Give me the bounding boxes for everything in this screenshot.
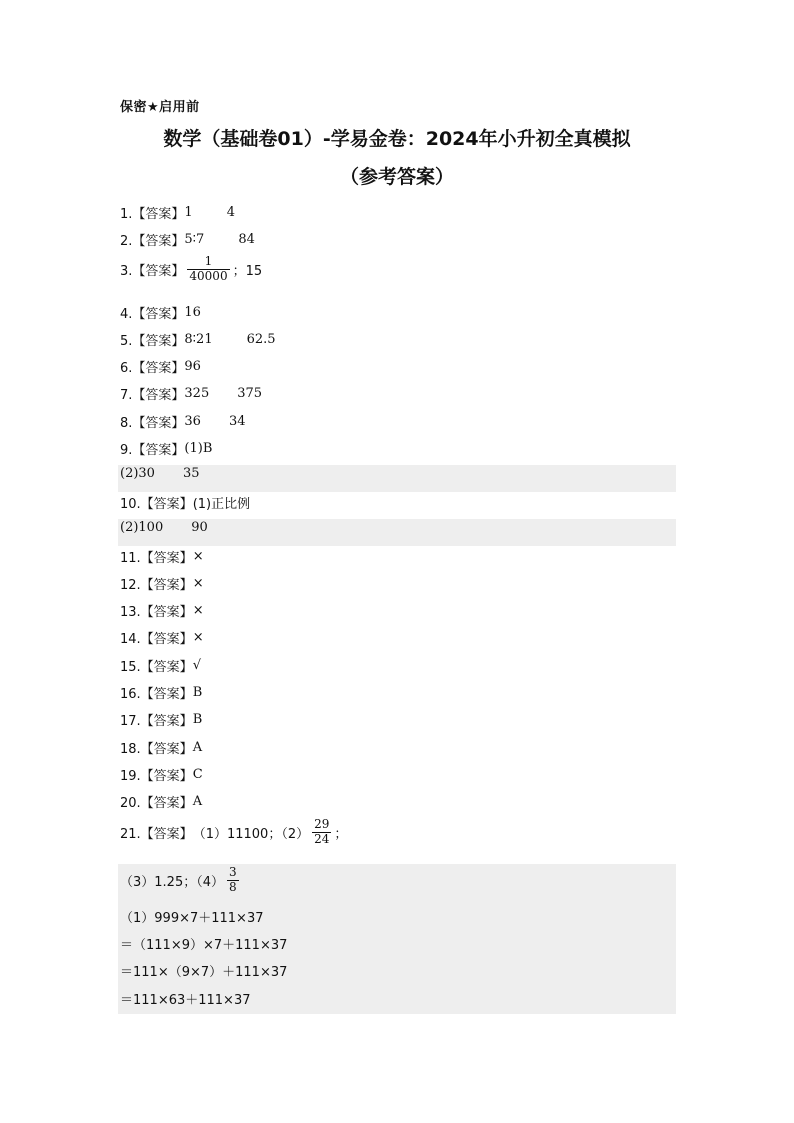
answer-value: ； (334, 826, 348, 842)
fraction (312, 818, 331, 847)
answer-10-part-2 (120, 520, 208, 535)
answer-9 (120, 439, 212, 458)
fraction-denominator: 8 (229, 879, 237, 894)
answer-prefix: 16.【答案】 (120, 687, 193, 702)
answer-prefix: 17.【答案】 (120, 714, 193, 729)
answer-prefix: 3.【答案】 (120, 263, 185, 279)
answer-prefix: 2.【答案】 (120, 234, 185, 249)
answer-prefix: 6.【答案】 (120, 361, 185, 376)
cross-mark-icon: × (192, 630, 204, 645)
solution-step: ＝（111×9）×7＋111×37 (120, 938, 288, 953)
answer-9-part-2 (120, 466, 200, 481)
answer-value: 325 (184, 386, 210, 401)
answer-prefix: 8.【答案】 (120, 416, 185, 431)
answer-value: 16 (184, 305, 201, 320)
answer-prefix: 20.【答案】 (120, 796, 193, 811)
answer-3 (120, 255, 262, 284)
answer-value: 90 (191, 520, 208, 535)
answer-value: A (192, 740, 203, 755)
answer-12 (120, 574, 204, 593)
answer-value: 5∶7 (184, 232, 205, 247)
answer-value: 84 (238, 232, 255, 247)
answer-value: (2)30 (120, 466, 155, 481)
answer-value: ；15 (232, 263, 263, 279)
answer-value: 96 (184, 359, 201, 374)
answer-value: B (192, 685, 203, 700)
solution-step: ＝111×63＋111×37 (120, 993, 251, 1008)
answer-value: 1 (184, 205, 193, 220)
answer-prefix: 19.【答案】 (120, 769, 193, 784)
answer-value: B (192, 712, 203, 727)
shaded-block-9 (118, 465, 676, 492)
check-mark-icon: √ (192, 658, 201, 673)
answer-8 (120, 412, 246, 431)
answer-20 (120, 792, 202, 811)
answer-value: （3）1.25；（4） (120, 874, 224, 890)
answer-value: 4 (226, 205, 235, 220)
answer-value: 35 (182, 466, 200, 481)
answer-value: 62.5 (246, 332, 276, 347)
answer-4 (120, 303, 201, 322)
cross-mark-icon: × (192, 576, 204, 591)
answer-7 (120, 384, 262, 403)
solution-step: （1）999×7＋111×37 (120, 911, 264, 926)
answer-value: C (192, 767, 203, 782)
answer-prefix: 13.【答案】 (120, 605, 193, 620)
answer-18 (120, 738, 202, 757)
cross-mark-icon: × (192, 603, 204, 618)
answer-prefix: 4.【答案】 (120, 307, 185, 322)
answer-16 (120, 683, 202, 702)
confidential-label: 保密★启用前 (120, 100, 200, 115)
answer-prefix: 14.【答案】 (120, 632, 193, 647)
page-subtitle: （参考答案） (339, 166, 454, 188)
answer-14 (120, 628, 204, 647)
answer-15 (120, 656, 201, 675)
answer-prefix: 1.【答案】 (120, 207, 185, 222)
answer-prefix: 12.【答案】 (120, 578, 193, 593)
answer-10 (120, 493, 250, 512)
answer-13 (120, 601, 204, 620)
answer-21-part-2 (120, 866, 242, 895)
answer-prefix: 10.【答案】 (120, 497, 193, 512)
fraction (187, 255, 229, 284)
answer-21 (120, 818, 347, 847)
answer-value: (2)100 (120, 520, 164, 535)
answer-value: 375 (237, 386, 263, 401)
answer-19 (120, 765, 203, 784)
answer-prefix: 21.【答案】 (120, 826, 193, 842)
cross-mark-icon: × (192, 549, 204, 564)
answer-11 (120, 547, 204, 566)
answer-value: 34 (228, 414, 246, 429)
answer-value: （1）11100；（2） (192, 826, 310, 842)
answer-prefix: 11.【答案】 (120, 551, 193, 566)
page-title: 数学（基础卷01）-学易金卷：2024年小升初全真模拟 (163, 128, 631, 150)
answer-value: (1)B (184, 441, 213, 456)
fraction-numerator: 29 (314, 817, 330, 831)
fraction-numerator: 3 (229, 865, 237, 879)
answer-prefix: 18.【答案】 (120, 742, 193, 757)
answer-prefix: 5.【答案】 (120, 334, 185, 349)
answer-2 (120, 230, 255, 249)
fraction-numerator: 1 (204, 254, 213, 268)
answer-value: (1)正比例 (192, 497, 251, 512)
answer-1 (120, 203, 235, 222)
fraction-denominator: 40000 (189, 268, 228, 283)
fraction-denominator: 24 (314, 831, 330, 846)
solution-step: ＝111×（9×7）＋111×37 (120, 965, 288, 980)
answer-value: 36 (184, 414, 201, 429)
answer-value: 8∶21 (184, 332, 213, 347)
answer-6 (120, 357, 201, 376)
answer-value: A (192, 794, 203, 809)
answer-prefix: 15.【答案】 (120, 660, 193, 675)
answer-5 (120, 330, 276, 349)
answer-17 (120, 710, 202, 729)
answer-prefix: 9.【答案】 (120, 443, 185, 458)
fraction (227, 866, 239, 895)
answer-prefix: 7.【答案】 (120, 388, 185, 403)
